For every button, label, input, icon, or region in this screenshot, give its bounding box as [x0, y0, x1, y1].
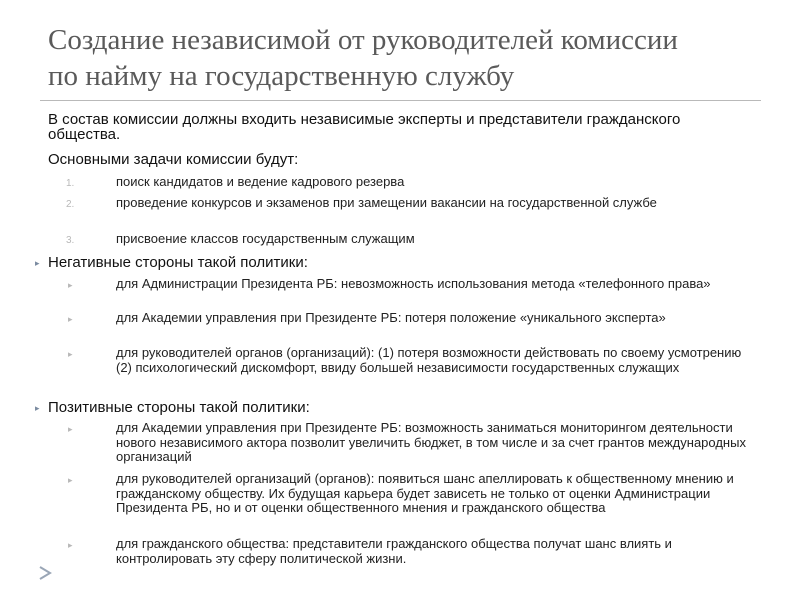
positive-bullet-icon: ▸ [68, 540, 73, 550]
corner-arrow-icon [38, 566, 52, 580]
negative-bullet-icon: ▸ [68, 314, 73, 324]
negative-item-3: для руководителей органов (организаций): (1) потеря возможности действовать по своему усмотрению (2) психологический дискомфорт, ввиду большей независимости государственных служащих [116, 345, 742, 375]
task-number-3: 3. [66, 235, 75, 246]
positive-bullet-icon: ▸ [68, 475, 73, 485]
tasks-heading: Основными задачи комиссии будут: [48, 151, 299, 168]
title-divider [40, 100, 761, 101]
task-number-2: 2. [66, 199, 75, 210]
negative-arrow-icon: ▸ [35, 258, 40, 268]
task-number-1: 1. [66, 178, 75, 189]
task-item-3: присвоение классов государственным служащим [116, 231, 415, 246]
positive-item-2: для руководителей организаций (органов): появиться шанс апеллировать к общественному мнению и гражданскому обществу. Их будущая карьера будет зависеть не только от оценки Администрации Президента РБ, но и от оценки общественного мнения и гражданского общества [116, 471, 734, 515]
negative-item-2: для Академии управления при Президенте РБ: потеря положение «уникального эксперта» [116, 310, 666, 325]
positive-item-3: для гражданского общества: представители гражданского общества получат шанс влиять и контролировать эту сферу политической жизни. [116, 536, 672, 566]
positive-item-1: для Академии управления при Президенте РБ: возможность заниматься мониторингом деятельности нового независимого актора позволит увеличить бюджет, в том числе и за счет грантов международных организаций [116, 420, 746, 464]
negative-bullet-icon: ▸ [68, 349, 73, 359]
negative-heading: Негативные стороны такой политики: [48, 254, 308, 271]
title-line-1: Создание независимой от руководителей комиссии [48, 24, 678, 56]
title-line-2: по найму на государственную службу [48, 60, 515, 92]
task-item-1: поиск кандидатов и ведение кадрового резерва [116, 174, 405, 189]
positive-bullet-icon: ▸ [68, 424, 73, 434]
task-item-2: проведение конкурсов и экзаменов при замещении вакансии на государственной службе [116, 195, 657, 210]
intro-paragraph: В состав комиссии должны входить независимые эксперты и представители гражданского общества. [48, 111, 681, 143]
negative-bullet-icon: ▸ [68, 280, 73, 290]
negative-item-1: для Администрации Президента РБ: невозможность использования метода «телефонного права» [116, 276, 711, 291]
positive-heading: Позитивные стороны такой политики: [48, 399, 310, 416]
positive-arrow-icon: ▸ [35, 403, 40, 413]
slide-title [48, 22, 768, 94]
